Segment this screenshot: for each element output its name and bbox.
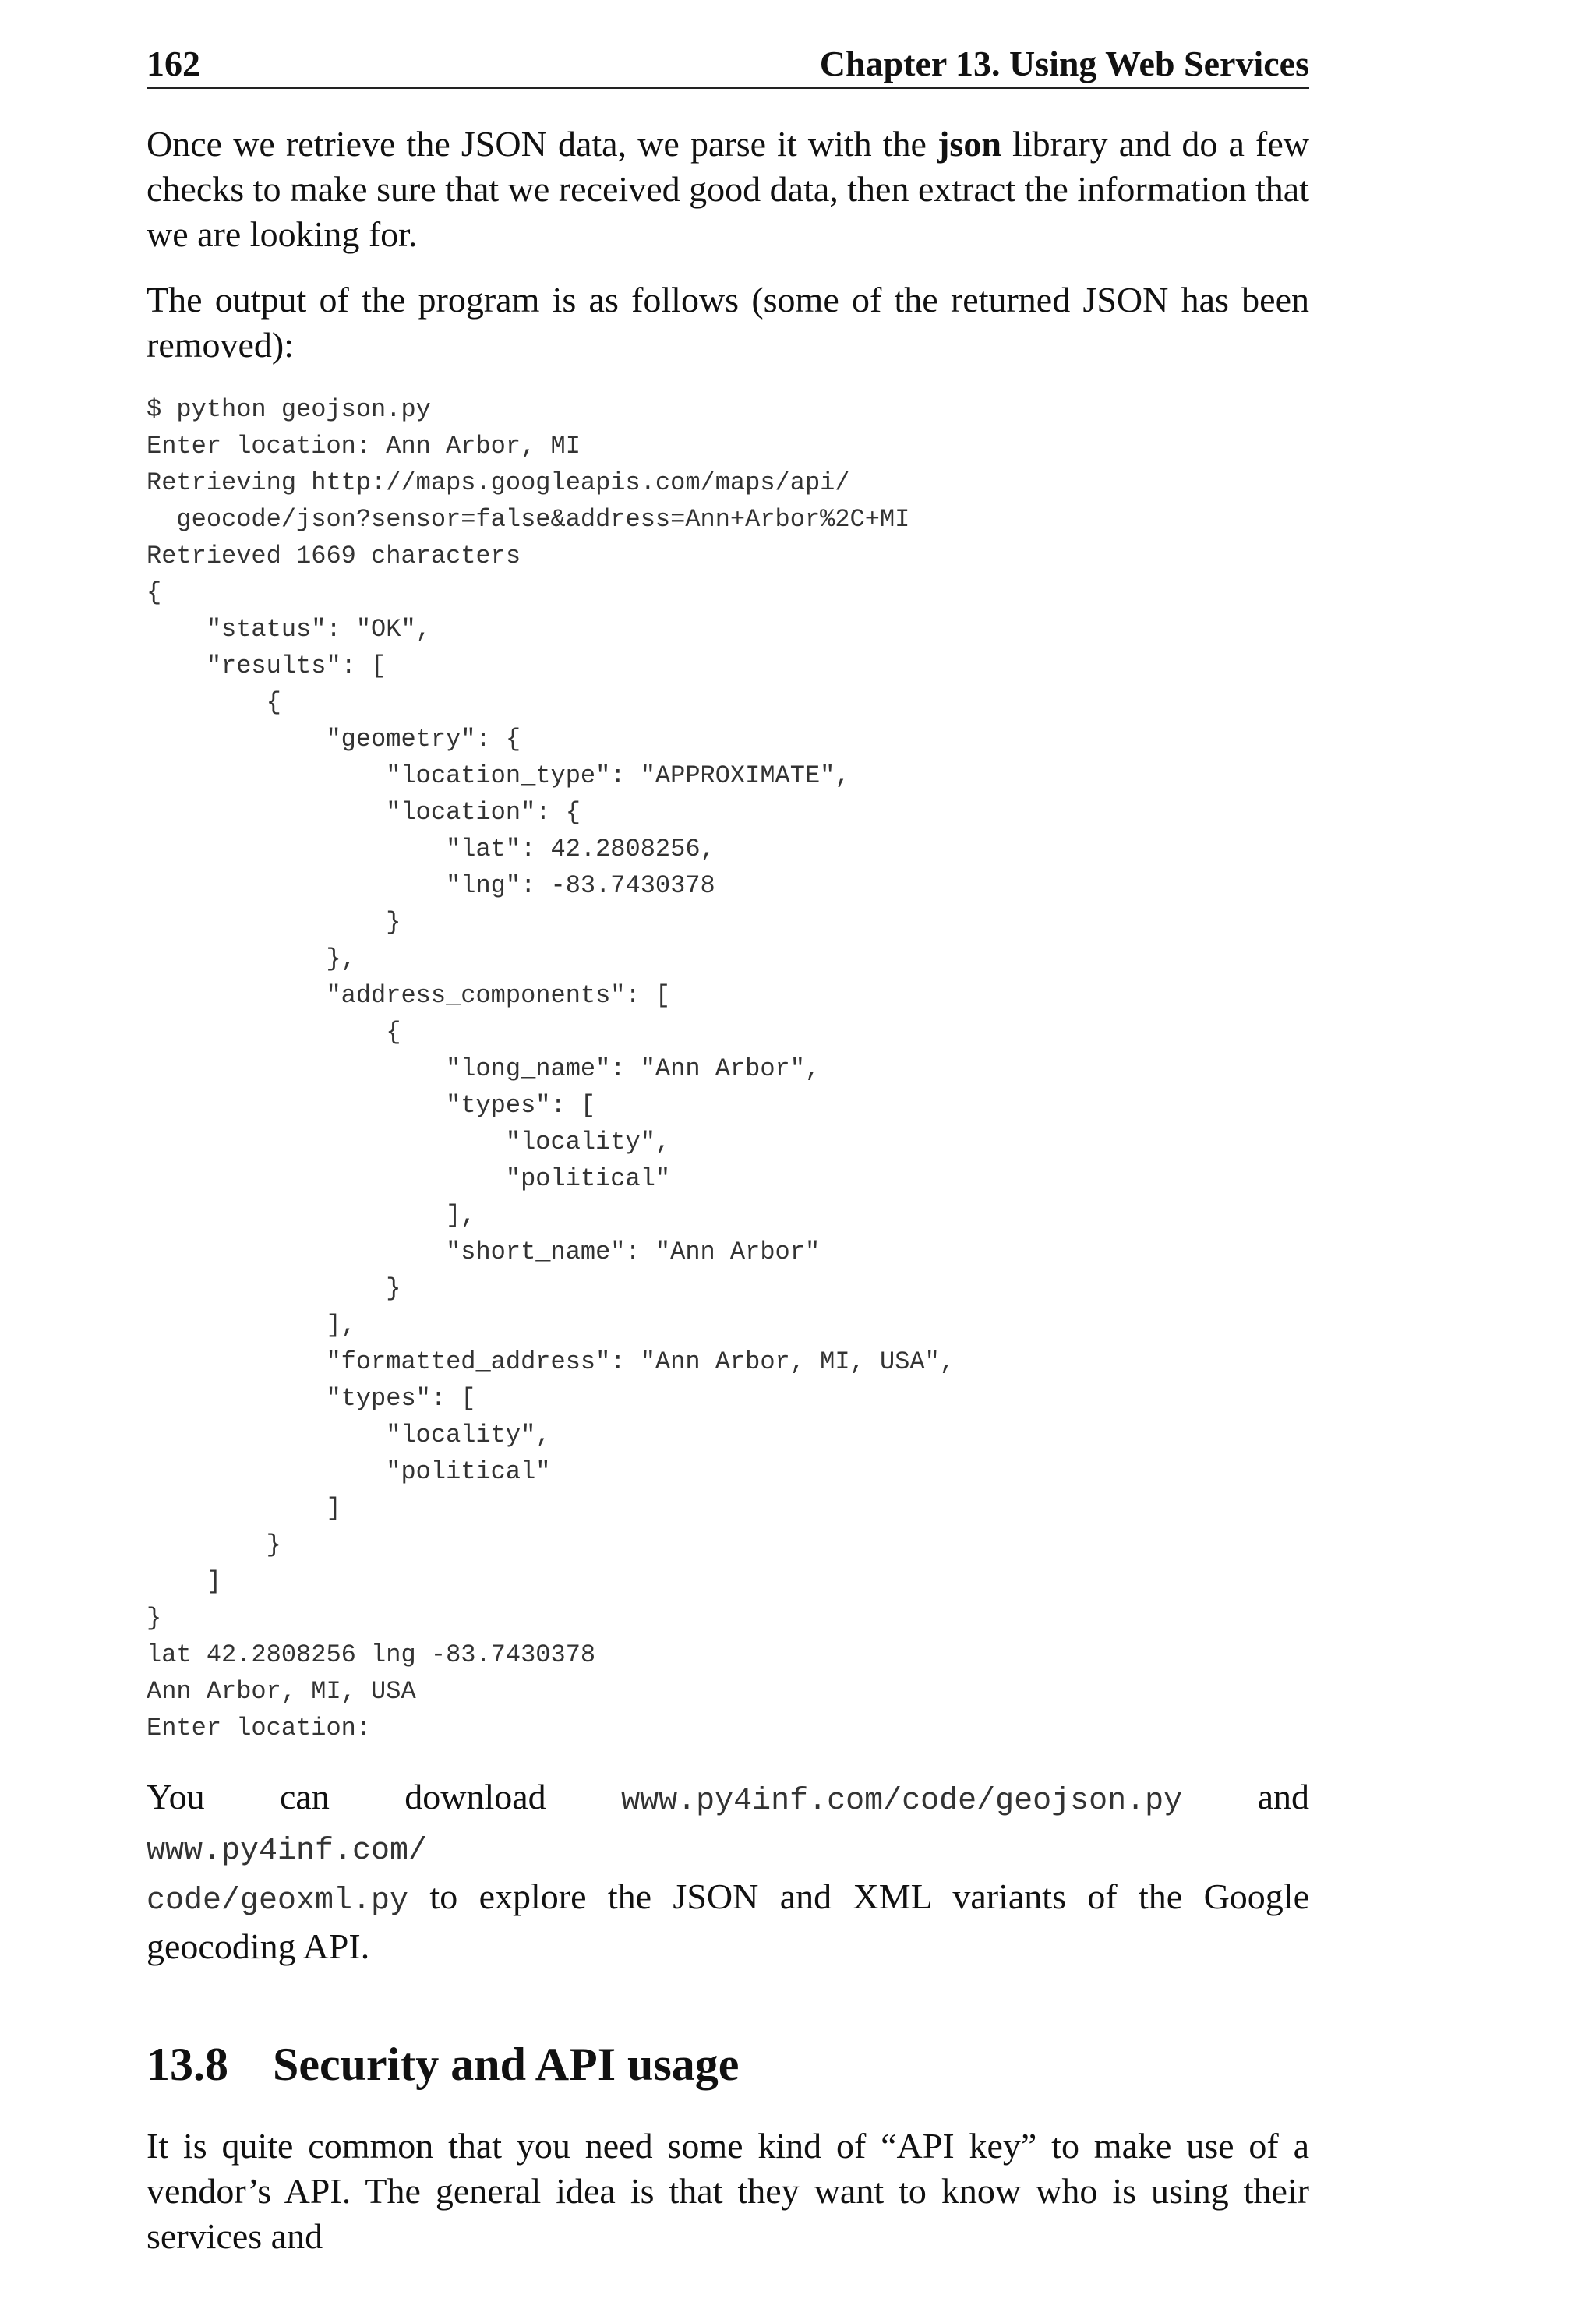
code-line: "geometry": { [147,725,521,754]
paragraph-text: library and do a few checks to make sure that we received good data, then extract the information that we are looking for. [147,124,1310,254]
json-library-term: json [937,124,1001,164]
paragraph-download-links [147,1774,1309,1969]
program-output-code-block [147,391,1309,1746]
paragraph-json-parsing [147,122,1309,257]
code-line: "location_type": "APPROXIMATE", [147,761,850,790]
geoxml-url-link-part2[interactable]: code/geoxml.py [147,1884,409,1919]
code-line: $ python geojson.py [147,395,431,424]
code-line: "lng": -83.7430378 [147,871,715,900]
code-line: { [147,578,162,607]
geojson-url-link[interactable]: www.py4inf.com/code/geojson.py [621,1784,1183,1819]
code-line: { [147,688,281,717]
code-line: Enter location: Ann Arbor, MI [147,432,581,461]
code-line: } [147,1274,401,1303]
code-line: "locality", [147,1128,671,1156]
code-line: } [147,1604,162,1633]
geoxml-url-link-part1[interactable]: www.py4inf.com/ [147,1834,428,1869]
running-header [147,39,1309,89]
paragraph-api-key: It is quite common that you need some kind of “API key” to make use of a vendor’s API. The general idea is that they want to know who is using their services and [147,2126,1309,2256]
code-line: geocode/json?sensor=false&address=Ann+Arbor%2C+MI [147,505,910,534]
paragraph-program-output: The output of the program is as follows (some of the returned JSON has been removed): [147,280,1309,365]
code-line: "status": "OK", [147,615,431,644]
code-line: "location": { [147,798,581,827]
code-line: ], [147,1311,356,1340]
code-line: "locality", [147,1421,551,1449]
chapter-title: Chapter 13. Using Web Services [819,44,1309,83]
document-page [147,39,1309,2259]
section-title: Security and API usage [273,2039,740,2090]
code-line: "formatted_address": "Ann Arbor, MI, USA", [147,1347,955,1376]
code-line: "political" [147,1457,551,1486]
code-line: ], [147,1201,476,1230]
code-line: ] [147,1567,222,1596]
code-line: "types": [ [147,1384,476,1413]
page-number: 162 [147,44,200,83]
code-line: Ann Arbor, MI, USA [147,1677,416,1706]
code-line: "lat": 42.2808256, [147,835,715,863]
code-line: }, [147,944,356,973]
code-line: Retrieved 1669 characters [147,542,521,570]
code-line: "political" [147,1164,671,1193]
code-line: ] [147,1494,341,1523]
paragraph-text: and [1182,1777,1309,1816]
code-line: Enter location: [147,1714,372,1742]
section-number: 13.8 [147,2039,228,2090]
code-line: } [147,1531,281,1559]
section-heading [147,2036,1309,2092]
code-line: "long_name": "Ann Arbor", [147,1054,821,1083]
code-line: "results": [ [147,651,387,680]
paragraph-text: Once we retrieve the JSON data, we parse it with the [147,124,938,164]
code-line: "types": [ [147,1091,596,1120]
code-line: } [147,908,401,937]
code-line: lat 42.2808256 lng -83.7430378 [147,1640,596,1669]
code-line: Retrieving http://maps.googleapis.com/maps/api/ [147,468,850,497]
code-line: "short_name": "Ann Arbor" [147,1237,821,1266]
paragraph-text: to explore the JSON and XML variants of the Google geocoding API. [147,1877,1309,1966]
code-line: "address_components": [ [147,981,671,1010]
paragraph-text: You can download [147,1777,622,1816]
code-line: { [147,1018,401,1047]
